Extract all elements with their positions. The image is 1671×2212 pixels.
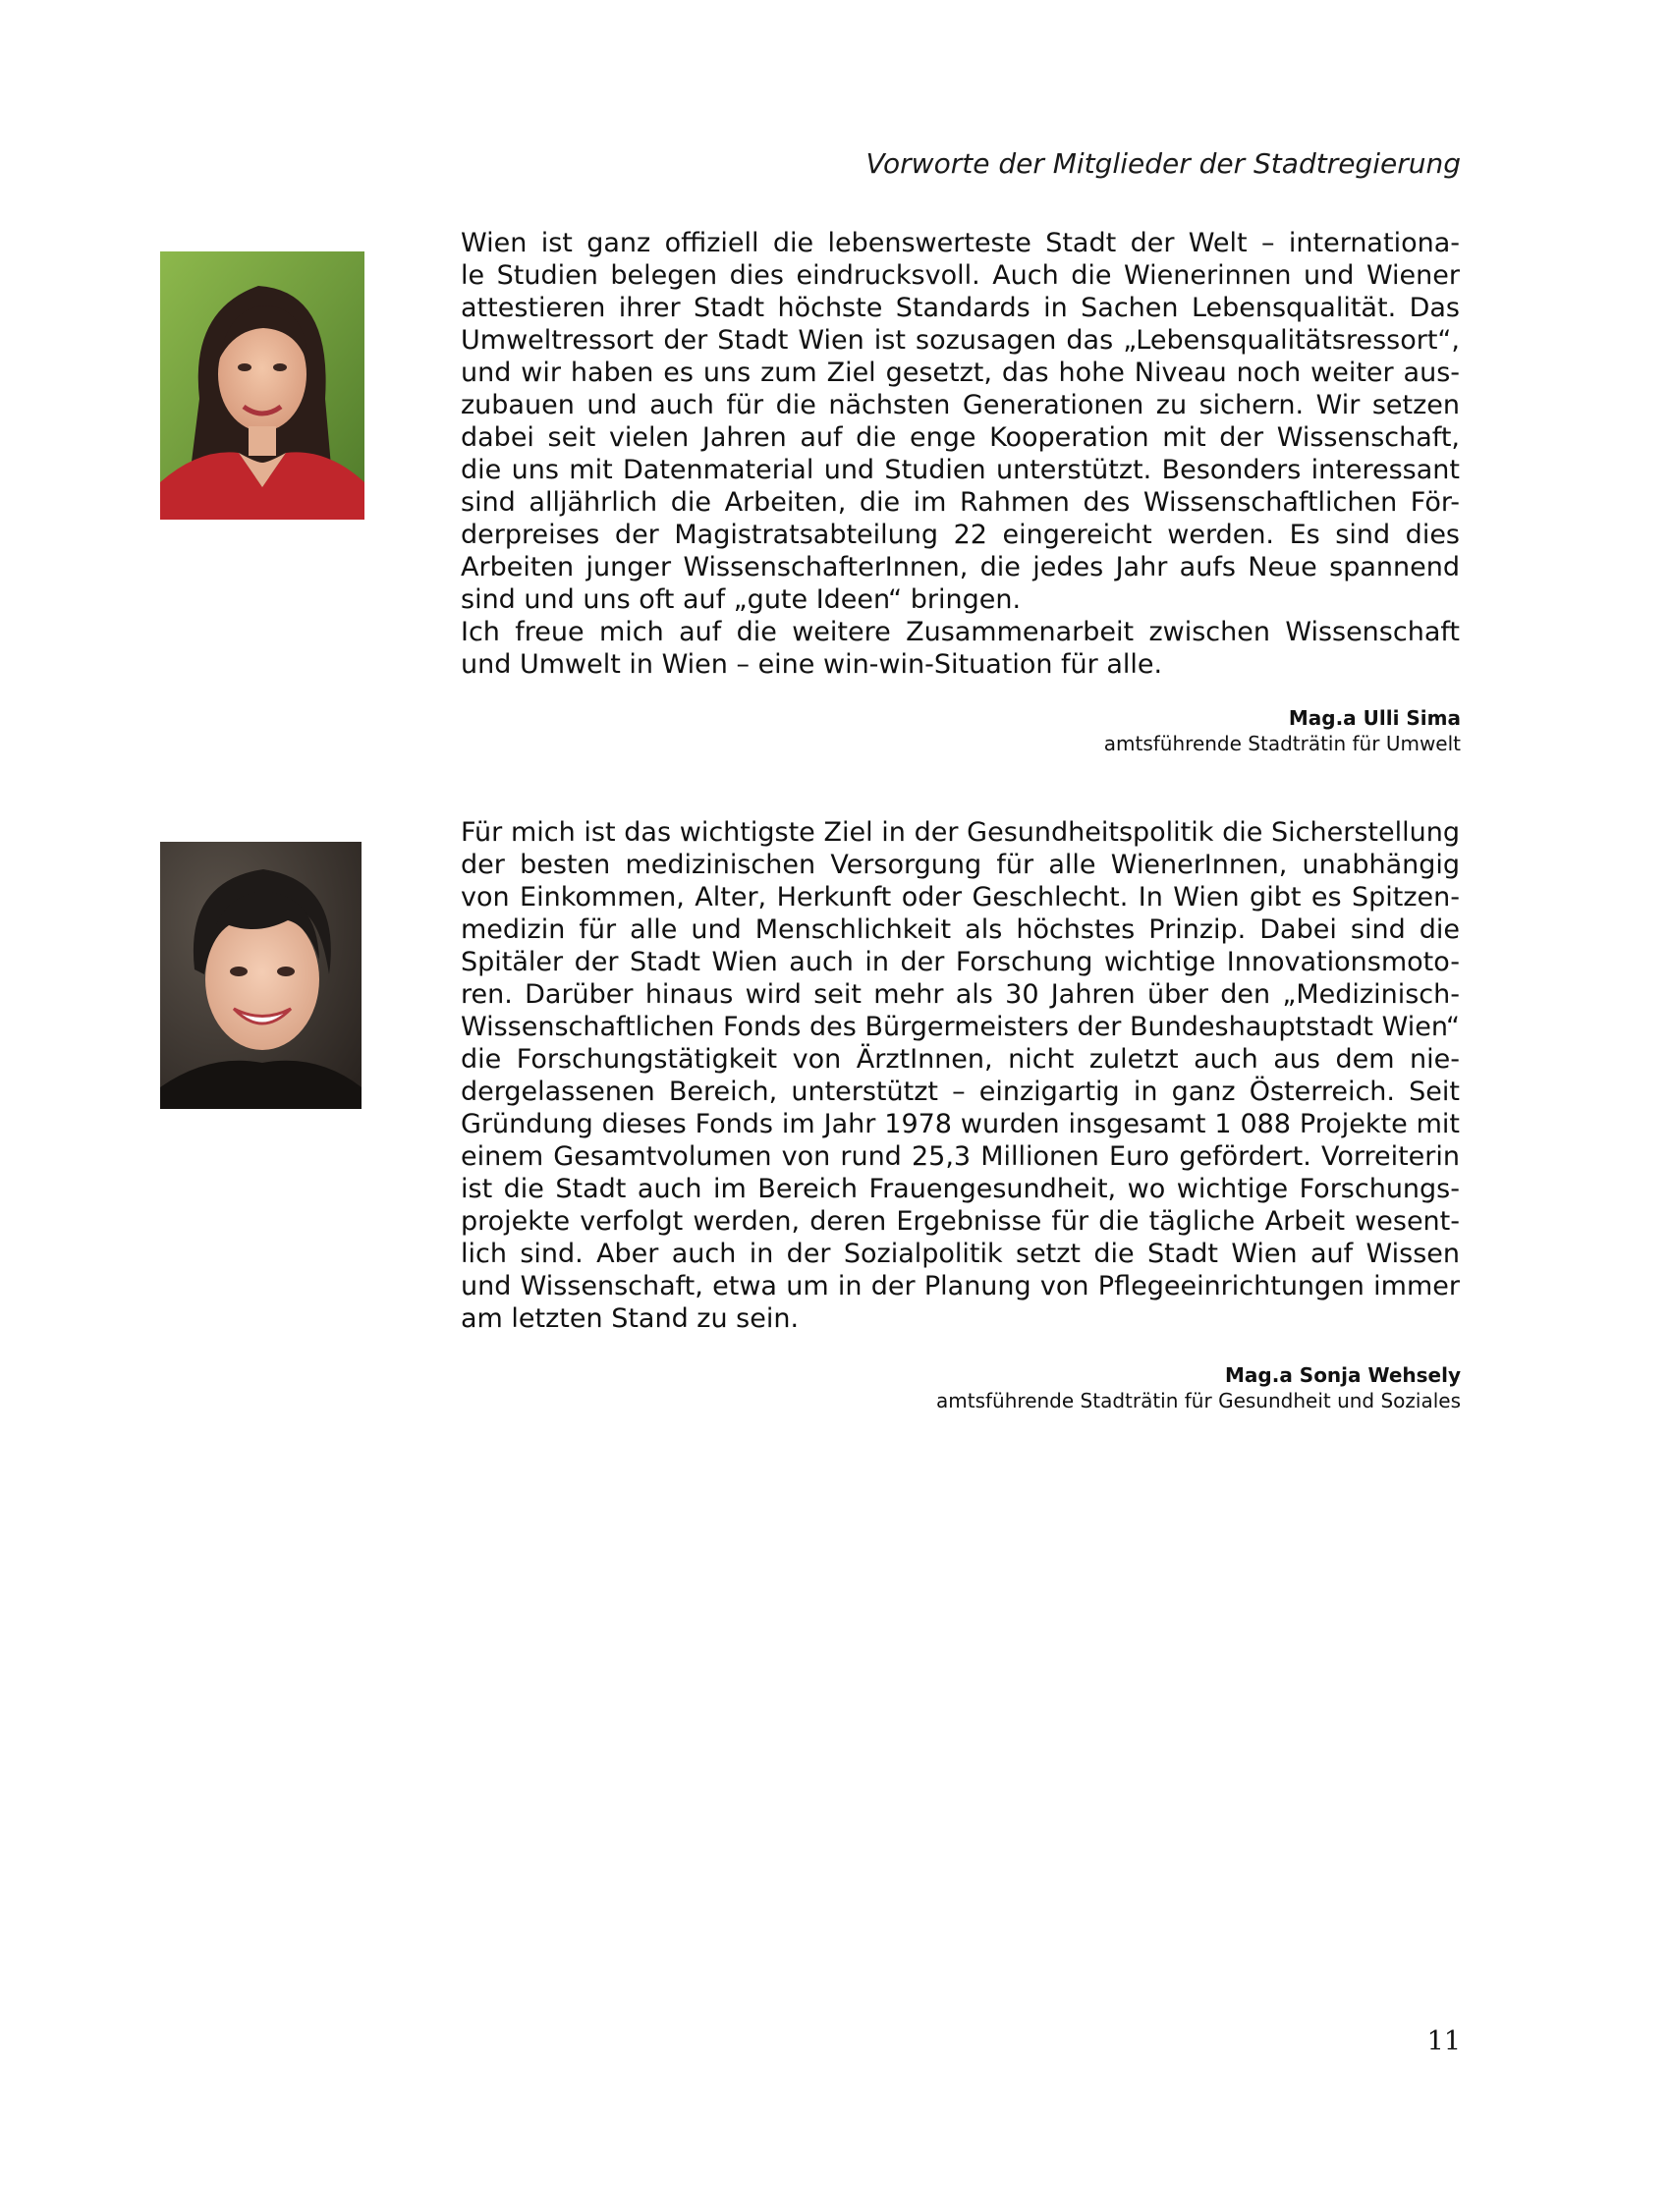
paragraph-line: am letzten Stand zu sein. [461,1303,800,1334]
paragraph-line: und wir haben es uns zum Ziel gesetzt, das hohe Niveau noch weiter aus- [461,358,1460,388]
paragraph-line: le Studien belegen dies eindrucksvoll. Auch die Wienerinnen und Wiener [461,260,1460,291]
paragraph-line: der besten medizinischen Versorgung für alle WienerInnen, unabhängig [461,850,1460,880]
portrait-photo-sonja-wehsely [160,842,362,1109]
paragraph-line: projekte verfolgt werden, deren Ergebnisse für die tägliche Arbeit wesent- [461,1206,1460,1237]
portrait-photo-ulli-sima [160,251,364,520]
paragraph-line: Ich freue mich auf die weitere Zusammenarbeit zwischen Wissenschaft [461,617,1460,647]
paragraph-line: einem Gesamtvolumen von rund 25,3 Millionen Euro gefördert. Vorreiterin [461,1141,1460,1172]
running-header: Vorworte der Mitglieder der Stadtregierung [865,147,1461,180]
paragraph-line: ist die Stadt auch im Bereich Frauengesundheit, wo wichtige Forschungs- [461,1174,1460,1204]
paragraph-line: Wissenschaftlichen Fonds des Bürgermeisters der Bundeshauptstadt Wien“ [461,1012,1460,1042]
paragraph-line: die Forschungstätigkeit von ÄrztInnen, nicht zuletzt auch aus dem nie- [461,1044,1460,1075]
paragraph-line: und Umwelt in Wien – eine win-win-Situation für alle. [461,649,1163,680]
signature-name: Mag.a Sonja Wehsely [1225,1363,1461,1387]
portrait-illustration [160,251,364,520]
paragraph-line: und Wissenschaft, etwa um in der Planung von Pflegeeinrichtungen immer [461,1271,1460,1301]
paragraph-line: zubauen und auch für die nächsten Generationen zu sichern. Wir setzen [461,390,1460,420]
paragraph-line: die uns mit Datenmaterial und Studien unterstützt. Besonders interessant [461,455,1460,485]
paragraph-line: Für mich ist das wichtigste Ziel in der Gesundheitspolitik die Sicherstellung [461,817,1460,848]
paragraph-line: Wien ist ganz offiziell die lebenswerteste Stadt der Welt – internationa- [461,228,1460,258]
paragraph-line: von Einkommen, Alter, Herkunft oder Geschlecht. In Wien gibt es Spitzen- [461,882,1460,912]
foreword-text-gesundheit [461,816,1460,1335]
paragraph-line: attestieren ihrer Stadt höchste Standards in Sachen Lebensqualität. Das [461,293,1460,323]
portrait-illustration [160,842,362,1109]
signature-name: Mag.a Ulli Sima [1288,706,1461,730]
paragraph-line: Arbeiten junger WissenschafterInnen, die jedes Jahr aufs Neue spannend [461,552,1460,582]
foreword-text-umwelt [461,227,1460,681]
paragraph-line: dergelassenen Bereich, unterstützt – einzigartig in ganz Österreich. Seit [461,1077,1460,1107]
page-number: 11 [1426,2026,1461,2057]
signature-role: amtsführende Stadträtin für Umwelt [1103,732,1461,755]
paragraph-line: medizin für alle und Menschlichkeit als höchstes Prinzip. Dabei sind die [461,914,1460,945]
paragraph-line: sind und uns oft auf „gute Ideen“ bringen. [461,584,1022,615]
paragraph-line: ren. Darüber hinaus wird seit mehr als 30 Jahren über den „Medizinisch- [461,979,1460,1010]
paragraph-line: Gründung dieses Fonds im Jahr 1978 wurden insgesamt 1 088 Projekte mit [461,1109,1460,1139]
signature-block-ulli-sima [1104,705,1461,756]
paragraph-line: lich sind. Aber auch in der Sozialpolitik setzt die Stadt Wien auf Wissen [461,1239,1460,1269]
paragraph-line: dabei seit vielen Jahren auf die enge Kooperation mit der Wissenschaft, [461,422,1460,453]
paragraph-line: Spitäler der Stadt Wien auch in der Forschung wichtige Innovationsmoto- [461,947,1460,977]
paragraph-line: Umweltressort der Stadt Wien ist sozusagen das „Lebensqualitätsressort“, [461,325,1460,356]
signature-role: amtsführende Stadträtin für Gesundheit und Soziales [936,1389,1461,1412]
signature-block-sonja-wehsely [936,1362,1461,1413]
paragraph-line: sind alljährlich die Arbeiten, die im Rahmen des Wissenschaftlichen För- [461,487,1460,518]
paragraph-line: derpreises der Magistratsabteilung 22 eingereicht werden. Es sind dies [461,520,1460,550]
